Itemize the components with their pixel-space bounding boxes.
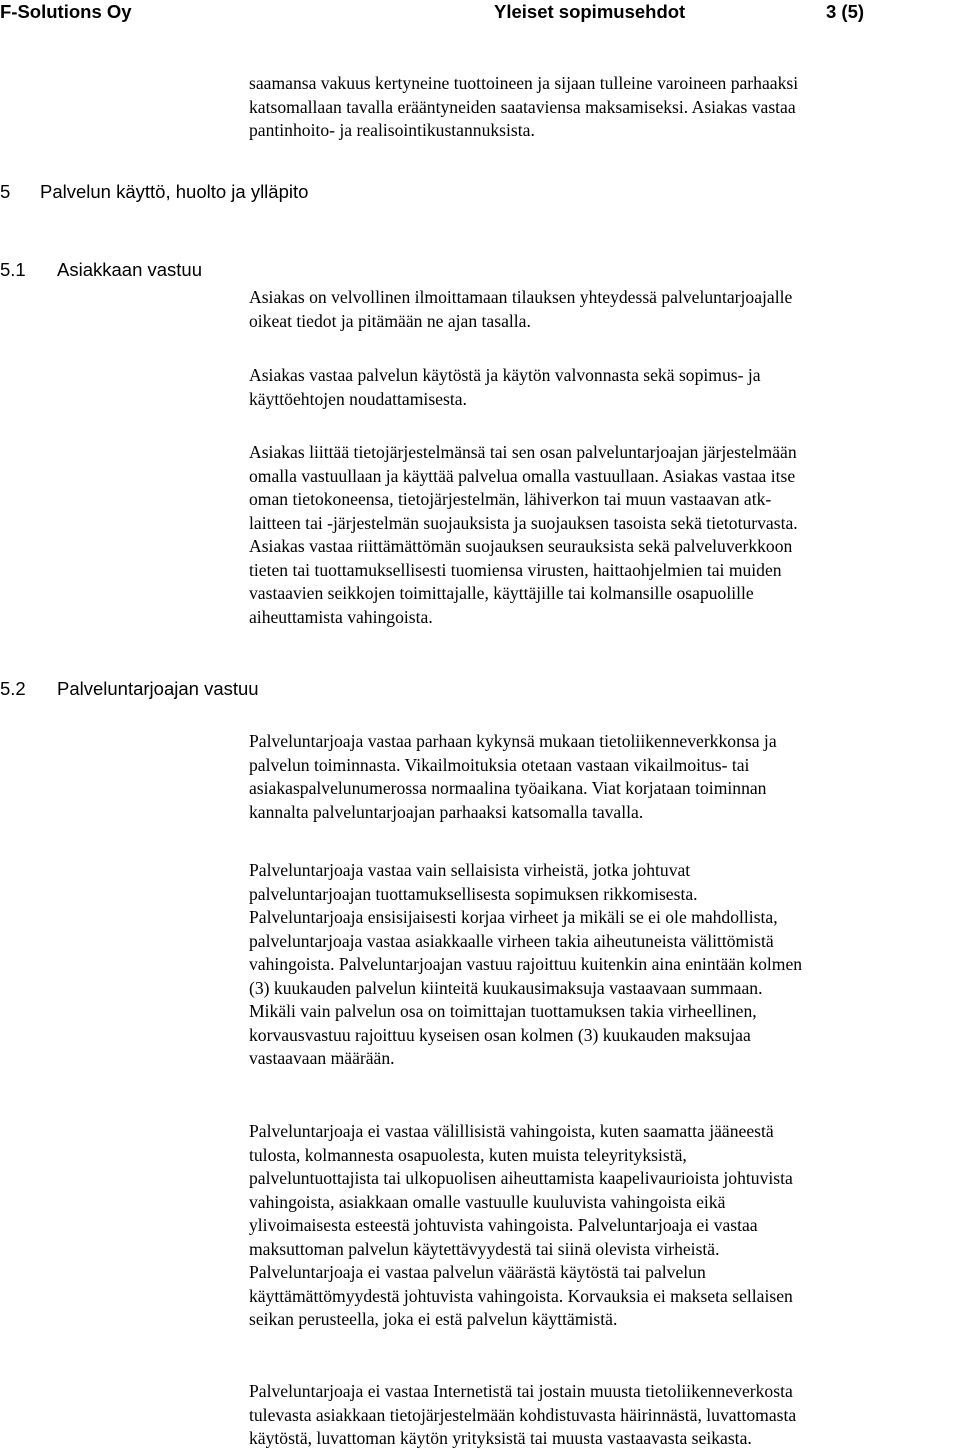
section-title: Palvelun käyttö, huolto ja ylläpito [40,181,309,202]
paragraph-pledge-continuation: saamansa vakuus kertyneine tuottoineen ja sijaan tulleine varoineen parhaaksi katsomallaan tavalla erääntyneiden saataviensa maksamiseksi. Asiakas vastaa pantinhoito- ja realisointikustannuksista. [249,73,799,140]
paragraph-provider-network: Palveluntarjoaja vastaa parhaan kykynsä mukaan tietoliikenneverkkonsa ja palvelun toiminnasta. Vikailmoituksia otetaan vastaan vikailmoitus- tai asiakaspalvelunumerossa normaalina työaikana. Viat korjataan toiminnan kannalta palveluntarjoajan parhaaksi katsomalla tavalla. [249,731,777,822]
section-5-1-heading [0,259,202,281]
paragraph-customer-usage: Asiakas vastaa palvelun käytöstä ja käytön valvonnasta sekä sopimus- ja käyttöehtojen noudattamisesta. [249,365,761,409]
paragraph-internet-interference: Palveluntarjoaja ei vastaa Internetistä tai jostain muusta tietoliikenneverkosta tulevasta asiakkaan tietojärjestelmään kohdistuvasta häirinnästä, luvattomasta käytöstä, luvattoman käytön yrityksistä tai muusta vastaavasta seikasta. [249,1381,797,1448]
section-title: Asiakkaan vastuu [57,259,203,280]
section-number: 5.1 [0,259,26,280]
section-number: 5.2 [0,678,26,699]
paragraph-customer-security: Asiakas liittää tietojärjestelmänsä tai sen osan palveluntarjoajan järjestelmään omalla vastuullaan ja käyttää palvelua omalla vastuullaan. Asiakas vastaa itse oman tietokoneensa, tietojärjestelmän, lähiverkon tai muun vastaavan atk- laitteen tai -järjestelmän suojauksista ja suojauksen tasoista sekä tietoturvasta. Asiakas vastaa riittämättömän suojauksen seurauksista sekä palveluverkkoon tieten tai tuottamuksellisesti tuomiensa virusten, haittaohjelmien tai muiden vastaavien seikkojen toimittajalle, käyttäjille tai kolmansille osapuolille aiheuttamista vahingoista. [249,442,798,627]
page-number: 3 (5) [826,1,865,22]
company-name: F-Solutions Oy [0,1,132,22]
section-title: Palveluntarjoajan vastuu [57,678,259,699]
paragraph-provider-liability: Palveluntarjoaja vastaa vain sellaisista virheistä, jotka johtuvat palveluntarjoajan tuottamuksellisesta sopimuksen rikkomisesta. Palveluntarjoaja ensisijaisesti korjaa virheet ja mikäli se ei ole mahdollista, palveluntarjoaja vastaa asiakkaalle virheen takia aiheutuneista välittömistä vahingoista. Palveluntarjoajan vastuu rajoittuu kuitenkin aina enintään kolmen (3) kuukauden palvelun kiinteitä kuukausimaksuja vastaavaan summaan. Mikäli vain palvelun osa on toimittajan tuottamuksen takia virheellinen, korvausvastuu rajoittuu kyseisen osan kolmen (3) kuukauden maksujaa vastaavaan määrään. [249,860,803,1068]
paragraph-indirect-damages: Palveluntarjoaja ei vastaa välillisistä vahingoista, kuten saamatta jääneestä tulosta, kolmannesta osapuolesta, kuten muista teleyrityksistä, palveluntuottajista tai ulkopuolisen aiheuttamista kaapelivaurioista johtuvista vahingoista, asiakkaan omalle vastuulle kuuluvista vahingoista eikä ylivoimaisesta esteestä johtuvista vahingoista. Palveluntarjoaja ei vastaa maksuttoman palvelun käytettävyydestä tai siinä olevista virheistä. Palveluntarjoaja ei vastaa palvelun väärästä käytöstä tai palvelun käyttämättömyydestä johtuvista vahingoista. Korvauksia ei makseta sellaisen seikan perusteella, joka ei estä palvelun käyttämistä. [249,1121,793,1329]
section-number: 5 [0,181,11,202]
paragraph-customer-info: Asiakas on velvollinen ilmoittamaan tilauksen yhteydessä palveluntarjoajalle oikeat tiedot ja pitämään ne ajan tasalla. [249,287,793,331]
section-5-2-heading [0,678,259,700]
section-5-heading [0,181,308,203]
document-title: Yleiset sopimusehdot [494,1,686,22]
